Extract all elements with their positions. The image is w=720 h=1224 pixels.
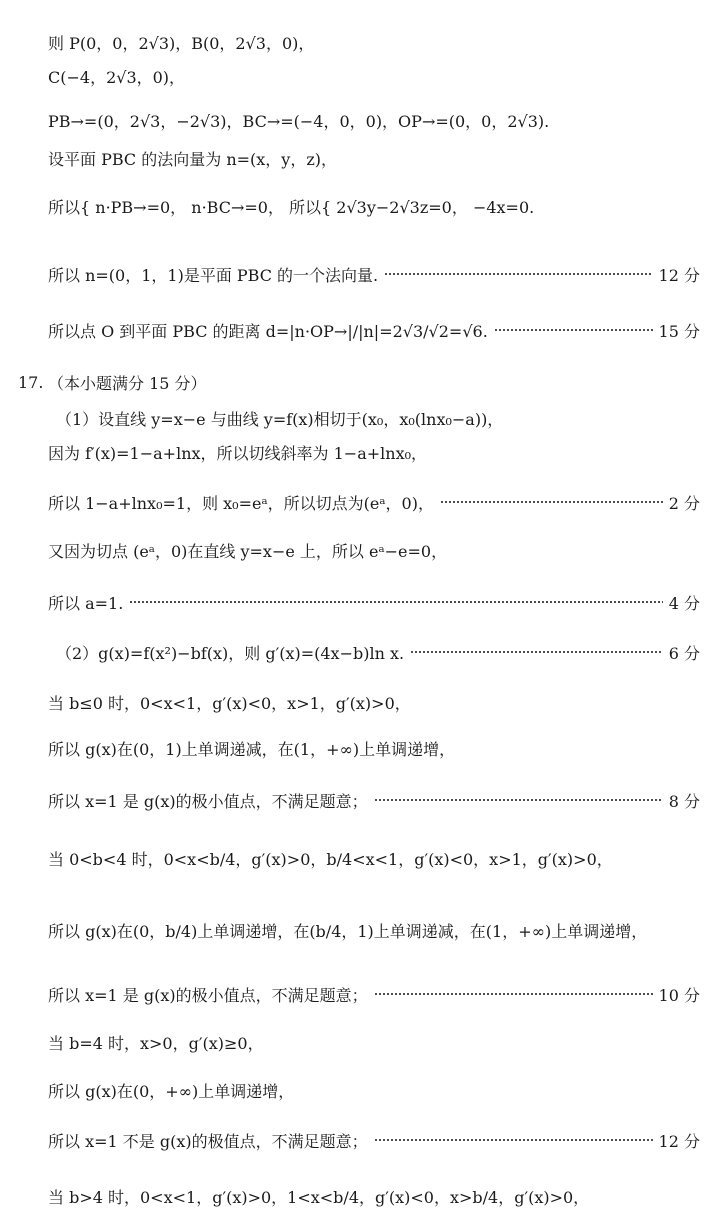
solution-line — [0, 682, 720, 722]
line-text: 又因为切点 (eᵃ，0)在直线 y=x−e 上，所以 eᵃ−e=0， — [48, 541, 448, 561]
line-text: 所以 x=1 是 g(x)的极小值点，不满足题意； — [48, 985, 368, 1005]
line-text: 所以 a=1. — [48, 593, 124, 613]
line-text: （本小题满分 15 分） — [48, 373, 207, 393]
solution-line — [0, 1022, 720, 1062]
solution-line — [0, 254, 720, 294]
line-text: 所以 x=1 是 g(x)的极小值点，不满足题意； — [48, 791, 368, 811]
line-text: 所以{ n·PB→=0， n·BC→=0， 所以{ 2√3y−2√3z=0， −4x=0. — [48, 197, 535, 217]
line-text: 当 0<b<4 时，0<x<b/4，g′(x)>0，b/4<x<1，g′(x)<0，x>1，g′(x)>0， — [48, 849, 613, 869]
line-text: 设平面 PBC 的法向量为 n=(x，y，z)， — [48, 149, 338, 169]
solution-line — [0, 974, 720, 1014]
line-text: 所以 g(x)在(0，1)上单调递减，在(1，+∞)上单调递增， — [48, 739, 456, 759]
dotted-leader — [440, 501, 663, 503]
solution-line — [0, 186, 720, 226]
score-label: 10 分 — [658, 985, 700, 1005]
dotted-leader — [374, 1139, 653, 1141]
solution-line — [0, 530, 720, 570]
solution-line — [0, 632, 720, 672]
solution-line — [0, 910, 720, 950]
line-text: 所以 x=1 不是 g(x)的极值点，不满足题意； — [48, 1131, 368, 1151]
line-text: （1）设直线 y=x−e 与曲线 y=f(x)相切于(x₀，x₀(lnx₀−a))， — [56, 409, 504, 429]
score-label: 12 分 — [658, 265, 700, 285]
solution-line — [0, 100, 720, 140]
solution-line — [0, 432, 720, 472]
solution-line — [0, 582, 720, 622]
line-text: 当 b≤0 时，0<x<1，g′(x)<0，x>1，g′(x)>0， — [48, 693, 411, 713]
solution-line — [0, 310, 720, 350]
score-label: 4 分 — [668, 593, 700, 613]
solution-line — [0, 138, 720, 178]
line-text: 所以 g(x)在(0，b/4)上单调递增，在(b/4，1)上单调递减，在(1，+∞)上单调递增， — [48, 921, 648, 941]
line-text: （2）g(x)=f(x²)−bf(x)，则 g′(x)=(4x−b)ln x. — [56, 643, 405, 663]
solution-line — [0, 838, 720, 878]
solution-line — [0, 482, 720, 522]
score-label: 12 分 — [658, 1131, 700, 1151]
line-text: 所以 n=(0，1，1)是平面 PBC 的一个法向量. — [48, 265, 379, 285]
line-text: 所以点 O 到平面 PBC 的距离 d=|n·OP→|/|n|=2√3/√2=√6. — [48, 321, 488, 341]
solution-line — [0, 1176, 720, 1216]
dotted-leader — [374, 799, 663, 801]
solution-line — [0, 1120, 720, 1160]
line-text: 当 b=4 时，x>0，g′(x)≥0， — [48, 1033, 264, 1053]
solution-line — [0, 728, 720, 768]
dotted-leader — [410, 651, 663, 653]
solution-line — [0, 362, 720, 402]
line-text: C(−4，2√3，0)， — [48, 67, 186, 87]
dotted-leader — [129, 601, 662, 603]
line-text: PB→=(0，2√3，−2√3)，BC→=(−4，0，0)，OP→=(0，0，2√3). — [48, 111, 550, 131]
solution-line — [0, 56, 720, 96]
dotted-leader — [384, 273, 652, 275]
line-text: 当 b>4 时，0<x<1，g′(x)>0，1<x<b/4，g′(x)<0，x>b/4，g′(x)>0， — [48, 1187, 590, 1207]
score-label: 8 分 — [668, 791, 700, 811]
line-text: 因为 f′(x)=1−a+lnx，所以切线斜率为 1−a+lnx₀， — [48, 443, 428, 463]
dotted-leader — [494, 329, 653, 331]
score-label: 6 分 — [668, 643, 700, 663]
solution-line — [0, 1070, 720, 1110]
question-number: 17. — [18, 372, 44, 392]
solution-line — [0, 780, 720, 820]
line-text: 所以 g(x)在(0，+∞)上单调递增， — [48, 1081, 295, 1101]
line-text: 则 P(0，0，2√3)，B(0，2√3，0)， — [48, 33, 315, 53]
score-label: 15 分 — [658, 321, 700, 341]
line-text: 所以 1−a+lnx₀=1，则 x₀=eᵃ，所以切点为(eᵃ，0)， — [48, 493, 434, 513]
score-label: 2 分 — [668, 493, 700, 513]
dotted-leader — [374, 993, 653, 995]
